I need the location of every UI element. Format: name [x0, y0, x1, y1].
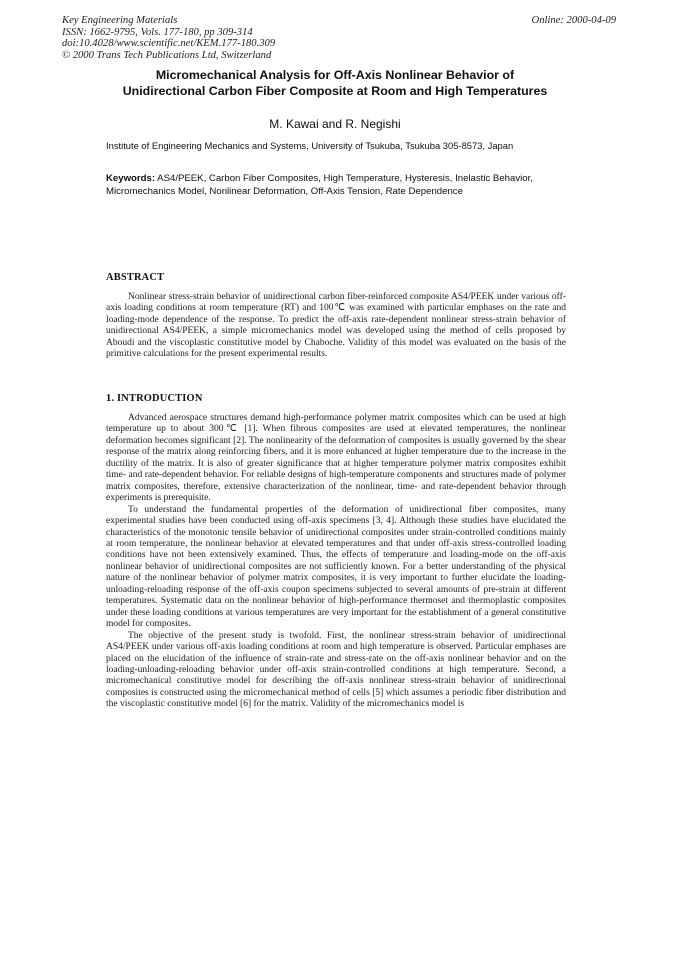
- introduction-heading: 1. INTRODUCTION: [106, 393, 203, 404]
- keywords-list: AS4/PEEK, Carbon Fiber Composites, High Temperature, Hysteresis, Inelastic Behavior, Micromechanics Model, Nonlinear Deformation, Off-Axis Tension, Rate Dependence: [106, 173, 533, 197]
- abstract-text: Nonlinear stress-strain behavior of unidirectional carbon fiber-reinforced composite AS4/PEEK under various off-axis loading conditions at room temperature (RT) and 100℃ was examined with particular emphases on the rate and loading-mode dependence of the response. To predict the off-axis rate-dependent nonlinear stress-strain behavior of unidirectional AS4/PEEK, a simple micromechanics model was developed using the method of cells proposed by Aboudi and the viscoplastic constitutive model by Chaboche. Validity of this model was evaluated on the basis of the primitive calculations for the present experimental results.: [106, 292, 566, 360]
- title-line-2: Unidirectional Carbon Fiber Composite at Room and High Temperatures: [122, 83, 548, 98]
- authors: M. Kawai and R. Negishi: [269, 117, 401, 131]
- abstract-heading: ABSTRACT: [106, 272, 165, 283]
- paper-title: [80, 68, 590, 99]
- intro-paragraph-2: To understand the fundamental properties of the deformation of unidirectional fiber composites, many experimental studies have been conducted using off-axis specimens [3, 4]. Although these studies have elucidated the characteristics of the monotonic tensile behavior of unidirectional composites under strain-controlled conditions mainly at room temperature, the nonlinear behavior at elevated temperatures and that under off-axis stress-controlled loading conditions have not been extensively examined. Thus, the effects of temperature and loading-mode on the off-axis nonlinear behavior of unidirectional composites are not sufficiently known. For a better understanding of the physical nature of the nonlinear behavior of polymer matrix composites, it is very important to further elucidate the loading-unloading-reloading response of the off-axis coupon specimens subjected to several amounts of pre-strain at different temperatures. Systematic data on the nonlinear behavior of high-performance thermoset and thermoplastic composites under these loading conditions at various temperatures are very important for the establishment of a general constitutive model for composites.: [106, 504, 566, 630]
- keywords-block: [106, 173, 574, 198]
- abstract-body: [106, 292, 566, 361]
- affiliation: Institute of Engineering Mechanics and Systems, University of Tsukuba, Tsukuba 305-8573, Japan: [106, 140, 514, 151]
- journal-header: [62, 15, 275, 61]
- intro-paragraph-3: The objective of the present study is twofold. First, the nonlinear stress-strain behavior of unidirectional AS4/PEEK under various off-axis loading conditions at room and high temperature is observed. Particular emphases are placed on the elucidation of the influence of strain-rate and stress-rate on the off-axis nonlinear behavior and on the loading-unloading-reloading behavior under off-axis strain-controlled conditions at high temperature. Second, a micromechanical constitutive model for describing the off-axis nonlinear stress-strain behavior of unidirectional composites is constructed using the micromechanical method of cells [5] which assumes a periodic fiber distribution and the viscoplastic constitutive model [6] for the matrix. Validity of the micromechanics model is: [106, 630, 566, 710]
- doi-line: doi:10.4028/www.scientific.net/KEM.177-180.309: [62, 38, 276, 50]
- online-date: Online: 2000-04-09: [531, 15, 616, 26]
- introduction-body: [106, 413, 566, 711]
- copyright-line: © 2000 Trans Tech Publications Ltd, Switzerland: [62, 49, 272, 61]
- title-line-1: Micromechanical Analysis for Off-Axis Nonlinear Behavior of: [155, 68, 515, 82]
- intro-paragraph-1: Advanced aerospace structures demand high-performance polymer matrix composites which can be used at high temperature up to about 300℃ [1]. When fibrous composites are used at elevated temperatures, the nonlinear deformation becomes significant [2]. The nonlinearity of the deformation of composites is usually governed by the shear response of the matrix along reinforcing fibers, and it is more enhanced at higher temperature due to the increase in the ductility of the matrix. It is also of greater significance that at higher temperature polymer matrix composites exhibit time- and rate-dependent behavior. For reliable designs of high-temperature components and structures made of polymer matrix composites, therefore, extensive characterization of the nonlinear, time- and rate-dependent behavior through experiments is prerequisite.: [106, 413, 566, 504]
- journal-name: Key Engineering Materials: [62, 15, 178, 26]
- keywords-label: Keywords:: [106, 173, 156, 184]
- issn-line: ISSN: 1662-9795, Vols. 177-180, pp 309-314: [62, 26, 253, 38]
